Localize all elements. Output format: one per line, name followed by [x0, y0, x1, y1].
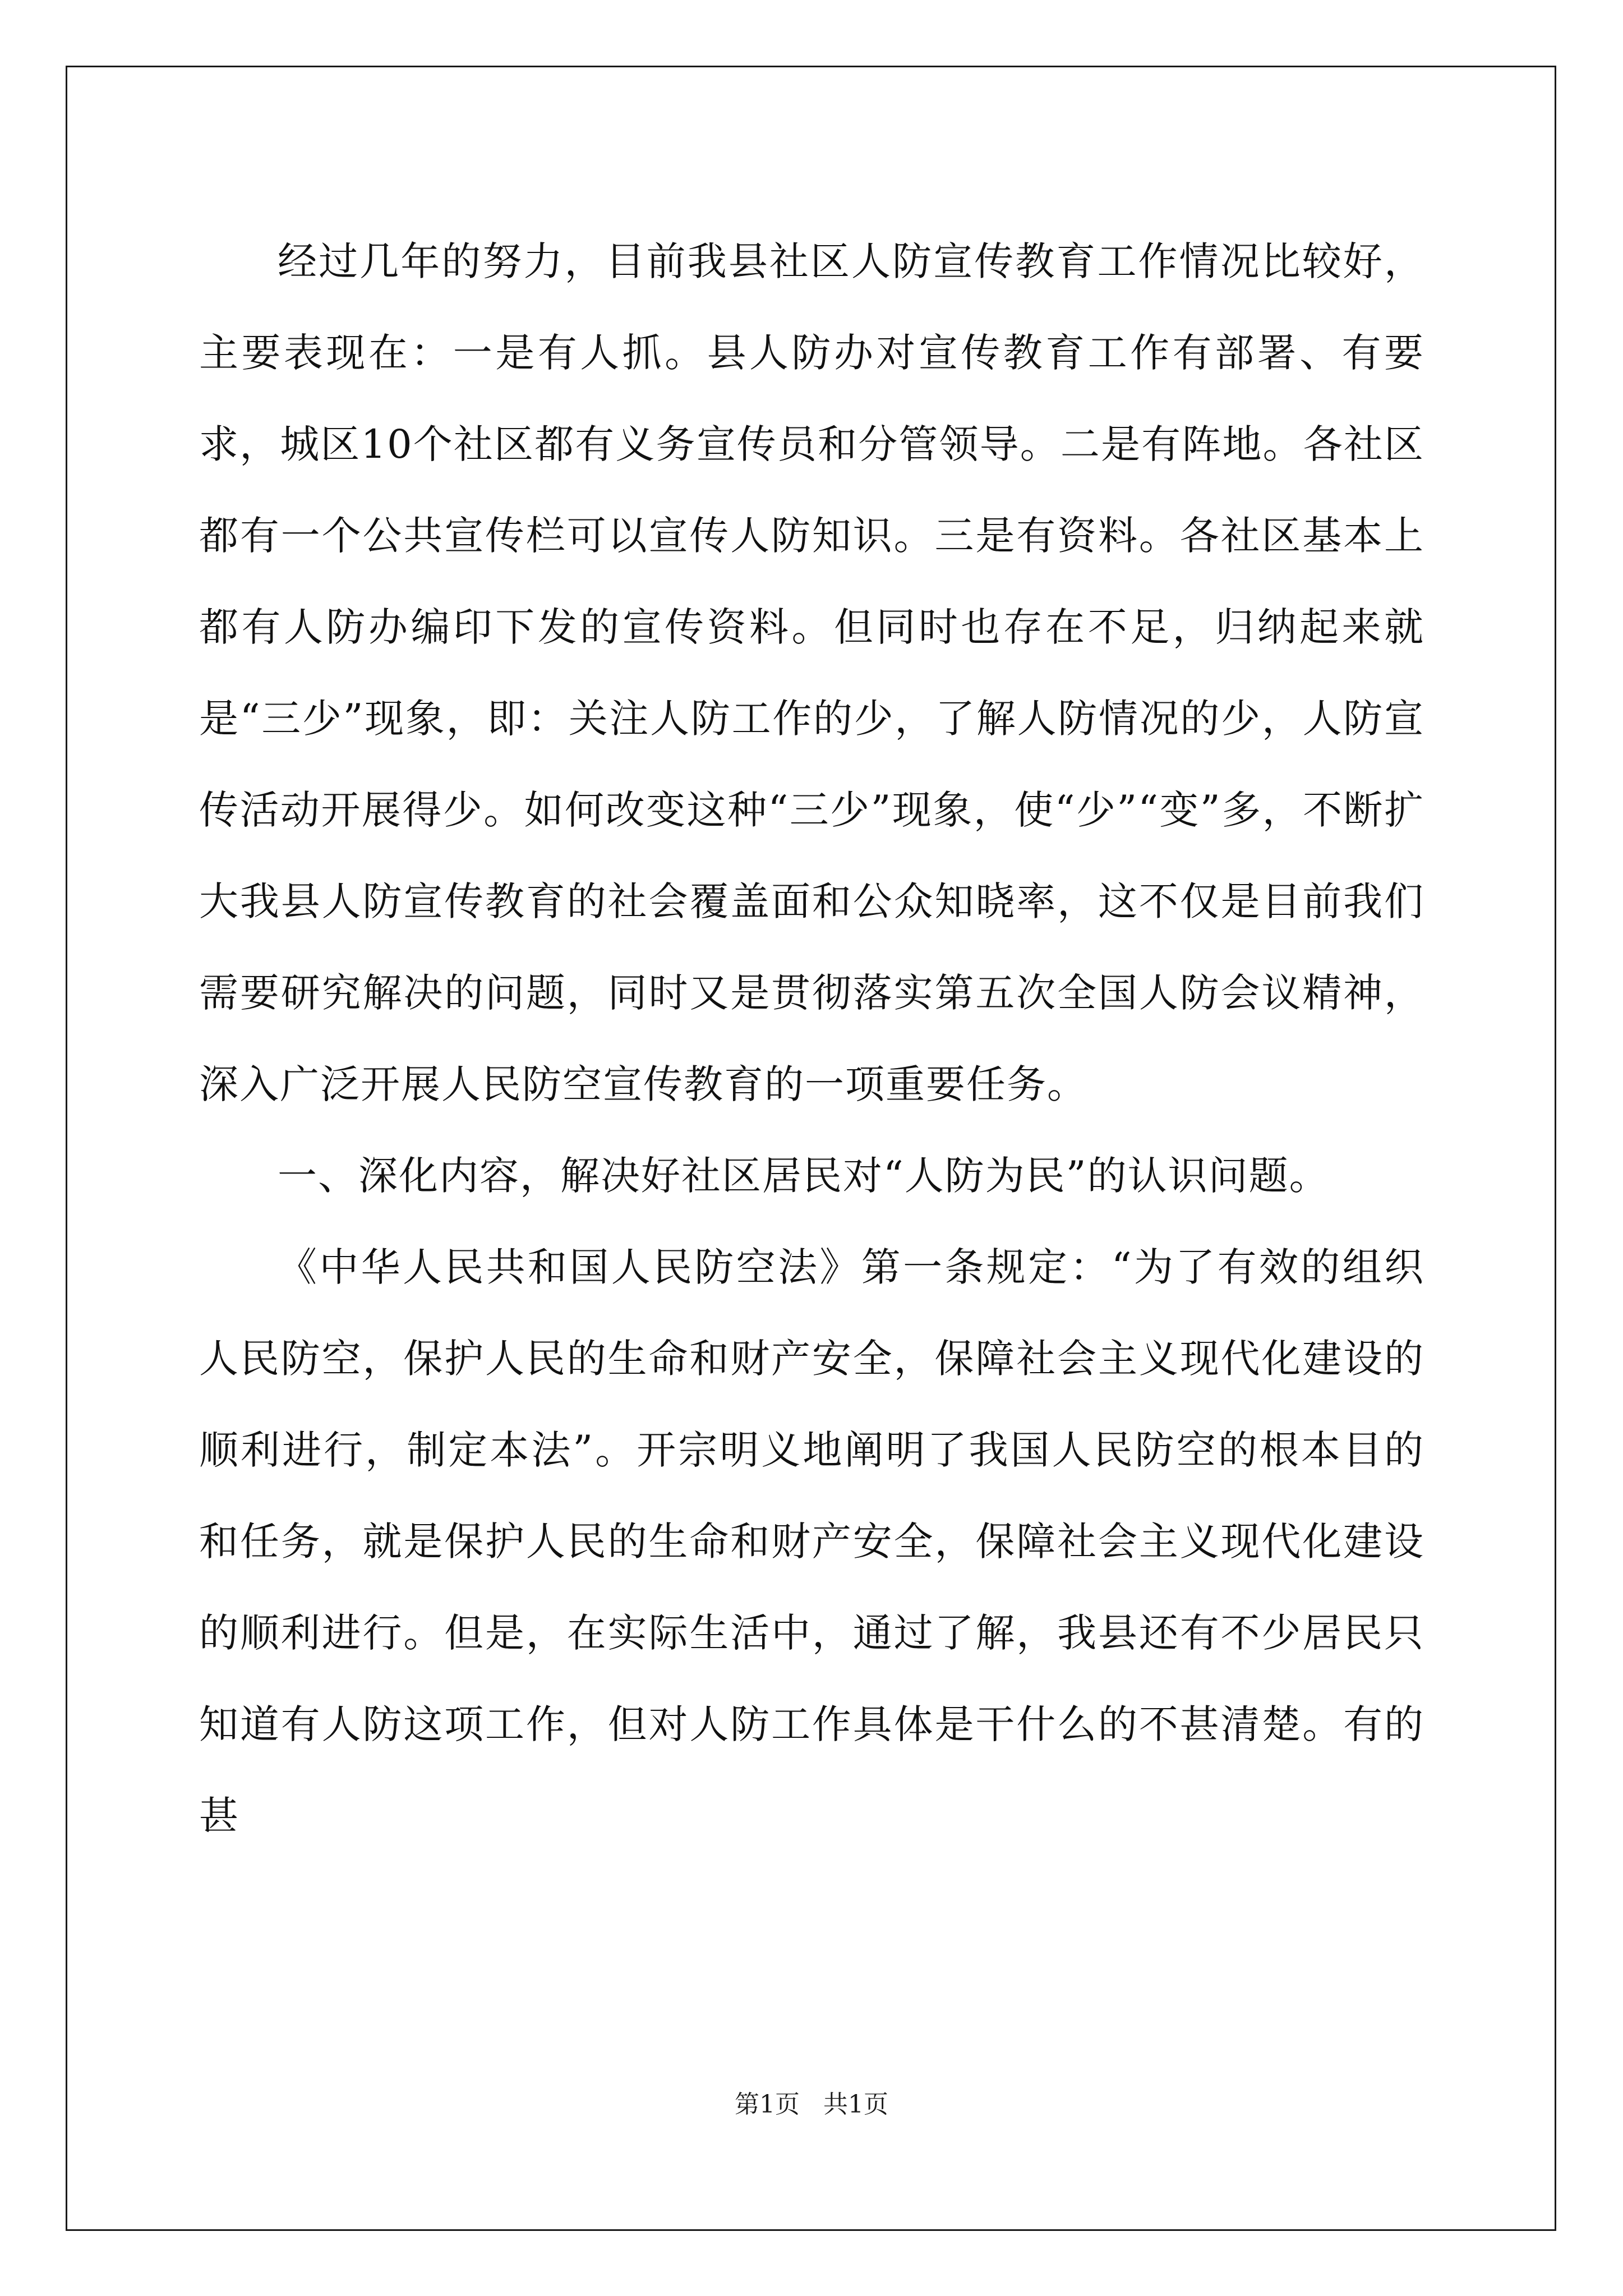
document-body [199, 216, 1424, 1862]
section-heading-1: 一、深化内容，解决好社区居民对“人防为民”的认识问题。 [278, 1153, 1330, 1199]
paragraph-intro: 经过几年的努力，目前我县社区人防宣传教育工作情况比较好，主要表现在：一是有人抓。县人防办对宣传教育工作有部署、有要求，城区10个社区都有义务宣传员和分管领导。二是有阵地。各社区都有一个公共宣传栏可以宣传人防知识。三是有资料。各社区基本上都有人防办编印下发的宣传资料。但同时也存在不足，归纳起来就是“三少”现象，即：关注人防工作的少，了解人防情况的少，人防宣传活动开展得少。如何改变这种“三少”现象，使“少”“变”多，不断扩大我县人防宣传教育的社会覆盖面和公众知晓率，这不仅是目前我们需要研究解决的问题，同时又是贯彻落实第五次全国人防会议精神，深入广泛开展人民防空宣传教育的一项重要任务。 [199, 238, 1424, 1107]
paragraph-law-quote: 《中华人民共和国人民防空法》第一条规定：“为了有效的组织人民防空，保护人民的生命和财产安全，保障社会主义现代化建设的顺利进行，制定本法”。开宗明义地阐明了我国人民防空的根本目的和任务，就是保护人民的生命和财产安全，保障社会主义现代化建设的顺利进行。但是，在实际生活中，通过了解，我县还有不少居民只知道有人防这项工作，但对人防工作具体是干什么的不甚清楚。有的甚 [199, 1244, 1424, 1839]
page-number: 第1页 共1页 [735, 2090, 888, 2119]
